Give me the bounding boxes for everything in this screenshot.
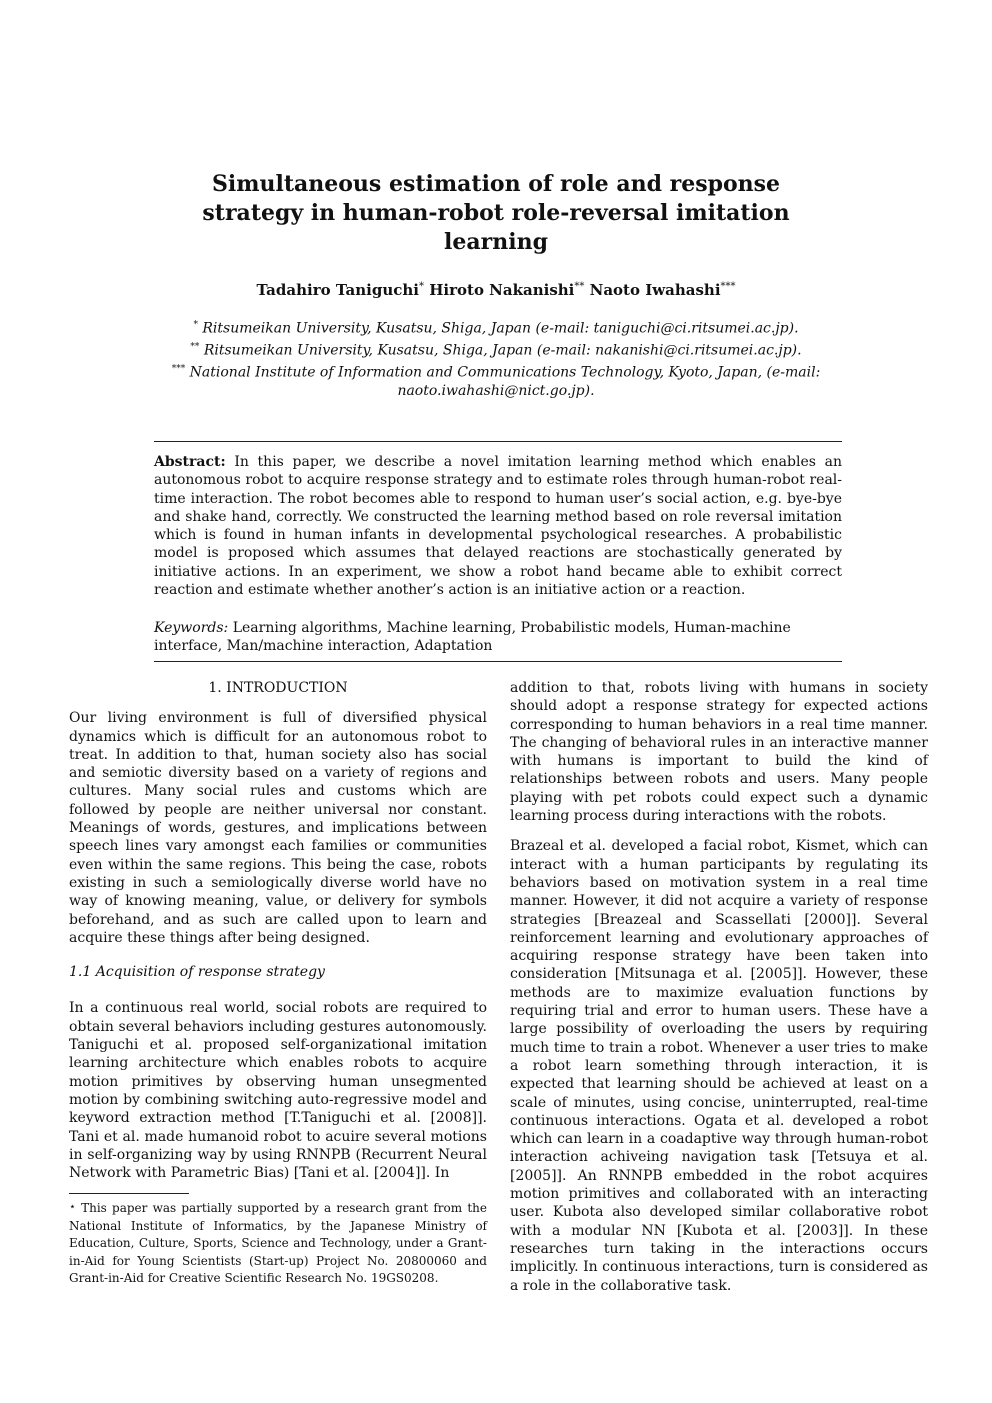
affiliation-mark: * — [193, 320, 198, 330]
affiliation-mark: *** — [171, 364, 186, 375]
author-list — [120, 277, 872, 300]
subsection-paragraph: In a continuous real world, social robots are required to obtain several behaviors including gestures autonomously. Taniguchi et al. proposed self-organizational imitation learning architecture which enables robots to acquire motion primitives by observing human unsegmented motion by combining switching auto-regressive model and keyword extraction method [T.Taniguchi et al. [2008]]. Tani et al. made humanoid robot to acuire several motions in self-organizing way by using RNNPB (Recurrent Neural Network with Parametric Bias) [Tani et al. [2004]]. In — [69, 1000, 487, 1182]
affiliation-mark: ** — [190, 342, 200, 353]
body-paragraph: Brazeal et al. developed a facial robot, Kismet, which can interact with a human participants by regulating its behaviors based on motivation system in a real time manner. However, it did not acquire a variety of response strategies [Breazeal and Scassellati [2000]]. Several reinforcement learning and evolutionary approaches of acquiring response strategy have been taken into consideration [Mitsunaga et al. [2005]]. However, these methods are to maximize evaluation functions by requiring trial and error to human users. These have a large possibility of overloading the users by requiring much time to train a robot. Whenever a user tries to make a robot learn something through interaction, it is expected that learning should be achieved at least on a scale of minutes, using concise, uninterrupted, real-time continuous interactions. Ogata et al. developed a robot which can learn in a coadaptive way through human-robot interaction achiveing navigation task [Tetsuya et al. [2005]]. An RNNPB embedded in the robot acquires motion primitives and collaborated with an interacting user. Kubota also developed similar collaborative robot with a modular NN [Kubota et al. [2003]]. In these researches turn taking in the interactions occurs implicitly. In continuous interactions, turn is considered as a role in the collaborative task. — [510, 838, 928, 1294]
intro-paragraph: Our living environment is full of diversified physical dynamics which is difficult for an autonomous robot to treat. In addition to that, human society also has social and semiotic diversity based on a variety of regions and cultures. Many social rules and customs which are followed by people are neither universal nor constant. Meanings of words, gestures, and implications between speech lines vary amongst each families or communities even within the same regions. This being the case, robots existing in such a semiologically diverse world have no way of knowing meaning, value, or delivery for symbols beforehand, and as such are called upon to learn and acquire these things after being designed. — [69, 710, 487, 946]
body-paragraph: addition to that, robots living with humans in society should adopt a response strategy for expected actions corresponding to human behaviors in a real time manner. The changing of behavioral rules in an interactive manner with humans is important to build the kind of relationships between robots and users. Many people playing with pet robots could expect such a dynamic learning process during interactions with the robots. — [510, 680, 928, 825]
paper-title: Simultaneous estimation of role and response strategy in human-robot role-reversal imitation learning — [202, 171, 790, 255]
section-heading: 1. INTRODUCTION — [208, 680, 348, 696]
abstract-top-rule — [154, 441, 842, 442]
author-name: Naoto Iwahashi — [589, 281, 721, 299]
affiliation-text: Ritsumeikan University, Kusatsu, Shiga, Japan (e-mail: taniguchi@ci.ritsumei.ac.jp). — [202, 320, 799, 337]
left-column — [69, 679, 487, 1182]
footnote-text: This paper was partially supported by a research grant from the National Institute of Informatics, by the Japanese Ministry of Education, Culture, Sports, Science and Technology, under a Grant-in-Aid for Young Scientists (Start-up) Project No. 20800060 and Grant-in-Aid for Creative Scientific Research No. 19GS0208. — [69, 1201, 487, 1286]
affiliation — [150, 338, 842, 360]
subsection-heading: 1.1 Acquisition of response strategy — [69, 964, 325, 981]
author-mark: * — [419, 281, 425, 292]
keywords-label: Keywords: — [154, 620, 229, 636]
footnote — [69, 1198, 487, 1288]
right-column — [510, 679, 928, 1295]
affiliation — [150, 360, 842, 401]
abstract — [154, 453, 842, 599]
abstract-label: Abstract: — [154, 454, 226, 470]
affiliation-text: Ritsumeikan University, Kusatsu, Shiga, Japan (e-mail: nakanishi@ci.ritsumei.ac.jp). — [203, 342, 802, 359]
author-mark: ** — [574, 281, 585, 292]
author-mark: *** — [720, 281, 736, 292]
affiliation-list — [150, 316, 842, 401]
abstract-bottom-rule — [154, 661, 842, 662]
affiliation-text: National Institute of Information and Communications Technology, Kyoto, Japan, (e-mail: naoto.iwahashi@nict.go.jp). — [189, 364, 821, 400]
keywords — [154, 619, 842, 656]
footnote-rule — [69, 1193, 189, 1194]
footnote-mark: ⋆ — [69, 1200, 76, 1213]
keywords-text: Learning algorithms, Machine learning, Probabilistic models, Human-machine interface, Man/machine interaction, Adaptation — [154, 620, 791, 655]
author-name: Tadahiro Taniguchi — [256, 281, 420, 299]
affiliation — [150, 316, 842, 338]
abstract-text: In this paper, we describe a novel imitation learning method which enables an autonomous robot to acquire response strategy and to estimate roles through human-robot real-time interaction. The robot becomes able to respond to human user’s social action, e.g. bye-bye and shake hand, correctly. We constructed the learning method based on role reversal imitation which is found in human infants in developmental psychological researches. A probabilistic model is proposed which assumes that delayed reactions are stochastically generated by initiative actions. In an experiment, we show a robot hand became able to exhibit correct reaction and estimate whether another’s action is an initiative action or a reaction. — [154, 454, 842, 599]
author-name: Hiroto Nakanishi — [429, 281, 575, 299]
